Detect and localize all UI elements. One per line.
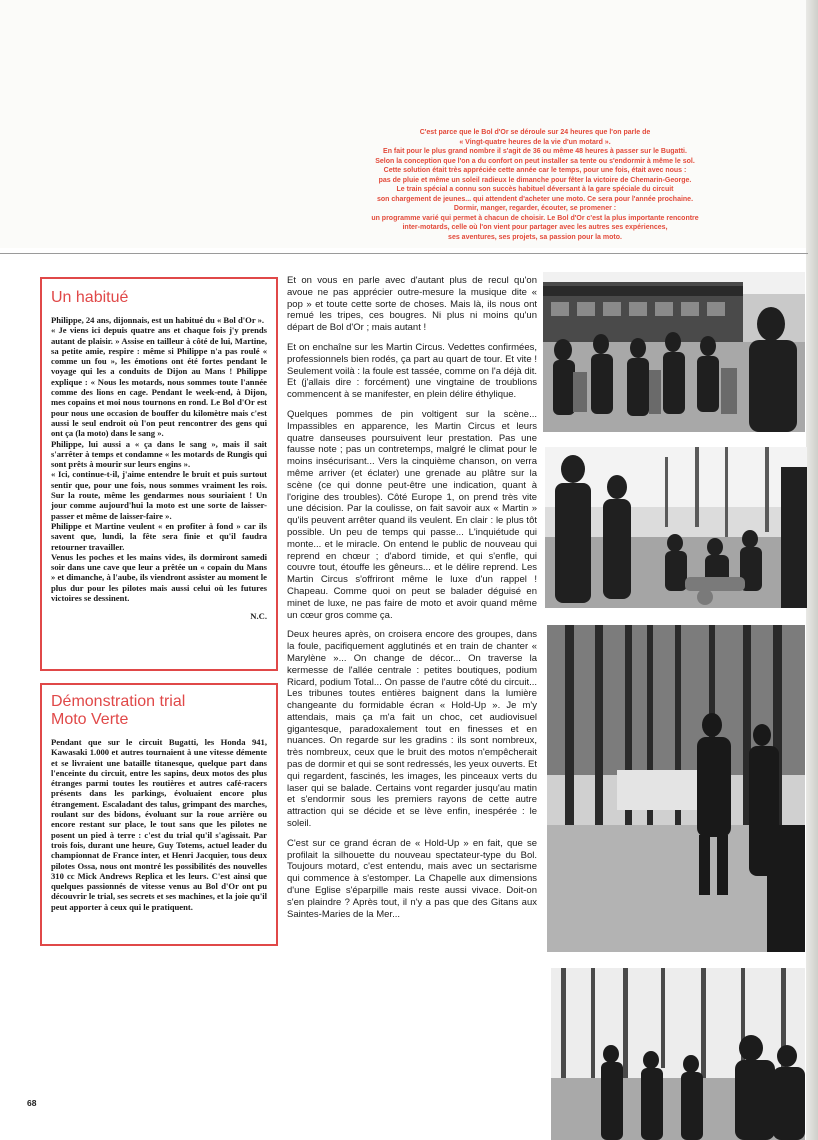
article-paragraph: Et on enchaîne sur les Martin Circus. Vedettes confirmées, professionnels bien rodés, ça part au quart de tour. Et vite ! Seulement voilà : la foule est tassée, comme on l'a déjà dit. Et (j'allais dire : forcément) une vingtaine de troublions commencent à se manifester, en plein délire éthylique. [287, 341, 537, 401]
box-body: Philippe, 24 ans, dijonnais, est un habitué du « Bol d'Or ». « Je viens ici depuis quatre ans et chaque fois j'y prends autant de plaisir. » Assise en tailleur à côté de lui, Martine, sa petite amie, respire : même si Philippe n'a pas roulé « comme un fou », les émotions ont été fortes pendant le voyage qui les a conduits de Dijon au Mans ! Philippe explique : « Nous les motards, nous sommes toute l'année comme des lions en cage. Pendant le week-end, à Dijon, mes copains et moi nous tournons en rond. Le Bol d'Or est pour nous une occasion de bouffer du kilomètre mais c'est aussi le seul endroit où l'on peut rencontrer des gens qui ont ça (la moto) dans le sang ». Philippe, lui aussi a « ça dans le sang », mais il sait s'arrêter à temps et condamne « les motards de Rungis qui sont prêts à mourir sur leurs engins ». « Ici, continue-t-il, j'aime entendre le bruit et puis surtout sentir que, pour une fois, nous sommes vraiment les rois. Sur la route, même les gendarmes nous souriaient ! Un jour comme aujourd'hui la moto est une sorte de laisser-passer et même de laisser-faire ». Philippe et Martine veulent « en profiter à fond » car ils savent que, lundi, la fête sera finie et qu'il faudra retourner travailler. Venus les poches et les mains vides, ils dormiront samedi soir dans une cave que leur a prêtée un « copain du Mans » et dimanche, à l'aube, ils viendront assister au moment le plus dur pour les pilotes mais aussi celui où les futures victoires se dessinent. [51, 315, 267, 604]
article-column [287, 275, 537, 928]
box-title: Un habitué [51, 289, 129, 306]
article-paragraph: Deux heures après, on croisera encore des groupes, dans la foule, pacifiquement agglutinés et en train de chanter « Marylène »... On change de décor... On traverse la kermesse de l'allée centrale : petites boutiques, podium Ricard, podium Total... On passe de l'autre côté du circuit... Les tribunes toutes entières baignent dans la lumière changeante du formidable écran « Hold-Up ». Je m'y attendais, mais ça m'a fait un choc, cet audiovisuel gigantesque, paradoxalement tout en finesses et en nuances. On regarde sur les gradins : ils sont nombreux, très nombreux, ceux que le bruit des motos n'empêcherait pas de dormir et qui se sont redressés, les yeux ouverts. Et qui regardent, fascinés, les images, les pinceaux verts du laser qui se balade. Certains vont regarder jusqu'au matin et s'endormir sous les premiers rayons de cette autre attraction qui se décide et se lève enfin, inespérée : le soleil. [287, 629, 537, 830]
photo-train-crowd [543, 272, 805, 432]
section-divider [0, 253, 808, 254]
article-paragraph: Quelques pommes de pin voltigent sur la scène... Impassibles en apparence, les Martin Circus et leurs quatre danseuses poursuivent leur prestation. Pas une fausse note ; pas un contretemps, malgré le climat pour le moins insécurisant... Vers la cinquième chanson, on verra même arriver (et éclater) une grenade au plâtre sur la scène (ce qui donne peut-être une indication, quant à l'origine des troubles). Côté Europe 1, on prend très vite une décision. Par la coulisse, on fait savoir aux « Martin » qu'ils peuvent arrêter quand ils veulent. En clair : le plus tôt possible. Un peu de temps qui passe... L'inquiétude qui monte... et le miracle. On entend le public de nouveau qui reprend en chœur ; d'abord timide, et qui s'enfle, qui couvre tout, étouffe les gêneurs... et le délire reprend. Les Martin Circus s'offriront même le luxe d'un rappel ! Chapeau. Comme quoi on peut se balader déguisé en minet de luxe, ne pas faire de moto et avoir quand même un cœur gros comme ça. [287, 408, 537, 621]
photo-campers [545, 447, 807, 608]
sidebar-box-demonstration-trial [40, 683, 278, 946]
intro-caption: C'est parce que le Bol d'Or se déroule sur 24 heures que l'on parle de « Vingt-quatre heures de la vie d'un motard ». En fait pour le plus grand nombre il s'agit de 36 ou même 48 heures à passer sur le Bugatti. Selon la conception que l'on a du confort on peut installer sa tente ou s'endormir à même le sol. Cette solution était très appréciée cette année car le temps, pour une fois, était avec nous : pas de pluie et même un soleil radieux le dimanche pour fêter la victoire de Chemarin-George. Le train spécial a connu son succès habituel déversant à la gare spéciale du circuit son chargement de jeunes... qui attendent d'acheter une moto. Ce sera pour l'année prochaine. Dormir, manger, regarder, écouter, se promener : un programme varié qui permet à chacun de choisir. Le Bol d'Or c'est la plus importante rencontre inter-motards, celle où l'on vient pour partager avec les autres ses expériences, ses aventures, ses projets, sa passion pour la moto. [371, 129, 699, 241]
sidebar-box-un-habitue [40, 277, 278, 671]
box-title: Démonstration trial Moto Verte [51, 693, 186, 728]
page-number: 68 [27, 1098, 37, 1108]
page-spine-shadow [806, 0, 818, 1140]
box-body: Pendant que sur le circuit Bugatti, les Honda 941, Kawasaki 1.000 et autres tournaient à une vitesse démente et se livraient une bataille titanesque, quelque part dans l'enceinte du circuit, entre les sapins, deux motos des plus étranges parmi toutes les routières et autres café-racers présents dans les parkings, évoluaient encore plus étrangement. Escaladant des talus, grimpant des marches, roulant sur des bidons, évoluant sur la roue arrière ou encore restant sur place, le tout sans que les pilotes ne posent un pied à terre : c'est du trial qu'il s'agissait. Par trois fois, durant une heure, Guy Totems, actuel leader du championnat de France inter, et Henri Jacquier, tous deux pilotes Ossa, nous ont montré les possibilités des nouvelles 310 cc Mick Andrews Replica et les leurs. C'est ainsi que quelques passionnés de vitesse venus au Bol d'Or ont pu découvrir le trial, ses secrets et ses machines, et la joie qu'il peut apporter à ceux qui le pratiquent. [51, 737, 267, 912]
article-paragraph: Et on vous en parle avec d'autant plus de recul qu'on avoue ne pas apprécier outre-mesure la musique dite « pop » et toute cette sorte de choses. Mais là, ils nous ont remué les tripes, ces bougres. Ni plus ni moins qu'un départ de Bol d'Or ; mais autant ! [287, 275, 537, 334]
author-signature: N.C. [250, 611, 267, 622]
photo-pine-forest [547, 625, 805, 952]
article-paragraph: C'est sur ce grand écran de « Hold-Up » en fait, que se profilait la silhouette du nouveau spectateur-type du Bol. Toujours motard, c'est entendu, mais avec un sectarisme qui commence à s'estomper. La Chapelle aux dimensions d'une Eglise s'éparpille mais reste aussi vivace. Doit-on s'en plaindre ? Après tout, il n'y a pas que des Gitans aux Saintes-Maries de la Mer... [287, 837, 537, 920]
photo-forest-crowd [551, 968, 805, 1140]
